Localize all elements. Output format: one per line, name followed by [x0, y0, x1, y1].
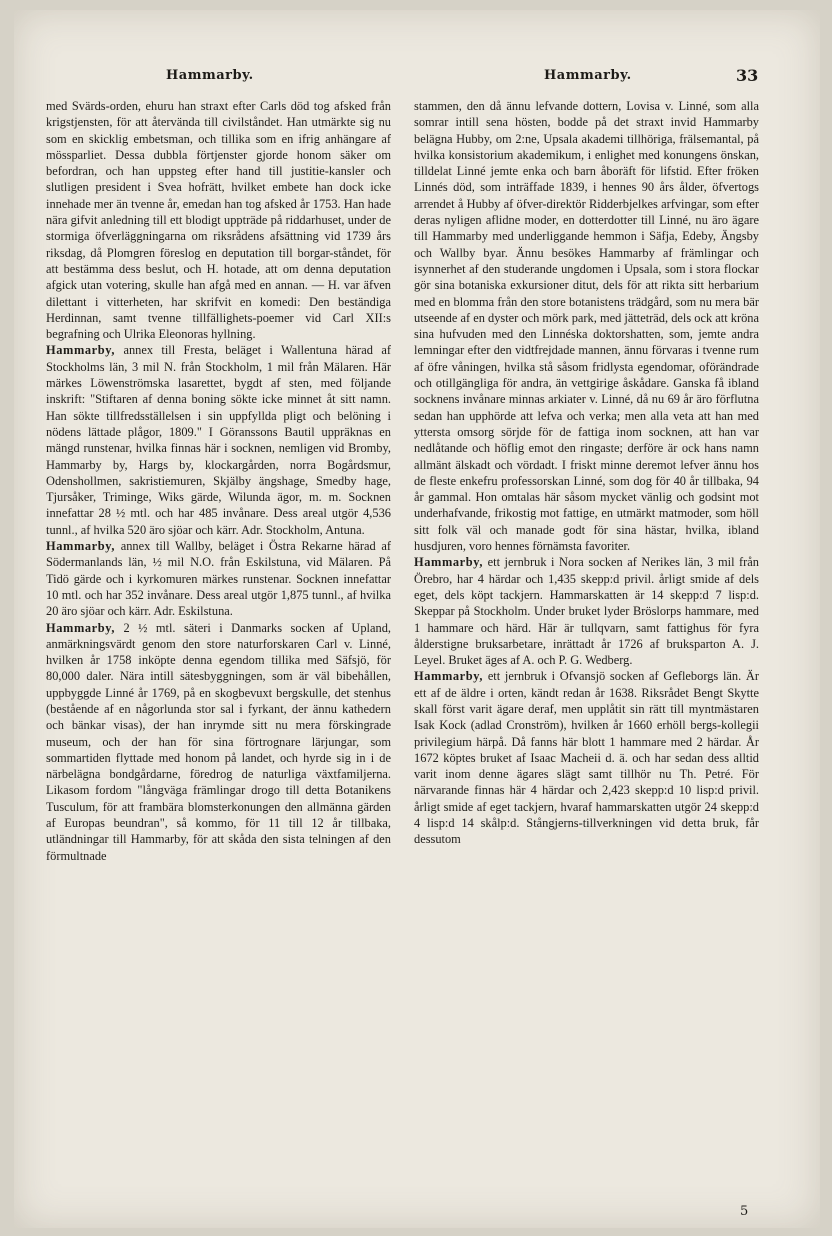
entry-lemma: Hammarby, — [414, 555, 484, 570]
continued-paragraph: stammen, den då ännu lefvande dottern, Lovisa v. Linné, som alla somrar intill sena hösten, bodde på det straxt invid Hammarby belägna Hubby, om 2:ne, Upsala akademi tillhöriga, frälsemantal, på hvilka konsistorium akademikum, i enlighet med konungens önskan, tilldelat Linné jemte enka och barn åboräft för lifstid. Efter fröken Linnés död, som inträffade 1839, i hennes 90 års ålder, öfvertogs arrendet å Hubby af öfver-direktör Ridderbjelkes arfvingar, som efter deras nyligen aflidne moder, en dotterdotter till Linné, nu äro ägare till Hammarby med underliggande hemmon i Säfja, Edeby, Ängsby och Wallby byar. Ännu besökes Hammarby af främlingar och isynnerhet af den studerande ungdomen i Upsala, som i stora flockar gör sina botaniska exkursioner ditut, dels för att rikta sitt herbarium med en blomma från den store botanistens trädgård, som nu mera bär utseende af en dyster och mörk park, med jätteträd, dels ock att kröna sina hufvuden med den Linnéska doktorshatten, som, jemte andra lemningar efter den vidtfrejdade mannen, ännu förvaras i tvenne rum af öfre våningen, hvilka stå såsom fridlysta egendomar, oförändrade och otillgängliga för andra, än vettgirige åskådare. Ganska få ibland socknens invånare minnas arkiater v. Linné, då nu 69 år äro förflutna sedan han upphörde att lefva och verka; men alla veta att han med yttersta omsorg sörjde för de fattiga inom socknen, att han var nedlåtande och höflig emot den ringaste; derföre är ock hans namn allmänt älskadt och vördadt. I friskt minne deremot lefver ännu hos de fleste enkefru professorskan Linné, som dog för 40 år tillbaka, 94 år gammal. Hon omtalas här såsom mycket vänlig och godsint mot underhafvande, frikostig mot fattige, en utmärkt matmoder, som höll sitt folk väl och manade godt för sina hästar, hvilka, ibland husdjuren, voro hennes förnämsta favoriter. — [414, 99, 759, 554]
running-head-right: Hammarby. — [544, 68, 632, 83]
running-head-left: Hammarby. — [166, 68, 254, 83]
entry-text: ett jernbruk i Ofvansjö socken af Gefleborgs län. Är ett af de äldre i orten, kändt redan år 1638. Riksrådet Bengt Skytte skall först varit ägare deraf, men upplåtit sin rätt till myntmästaren Isak Kock (adlad Cronström), hvilken år 1660 erhöll bergs-kollegii privilegium härpå. Då fanns här blott 1 hammare med 2 härdar. År 1672 köptes bruket af Isaac Macheii d. ä. och har sedan dess alltid varit inom denne ägares slägt samt tillhör nu Th. Petré. För närvarande finnas här 4 härdar och 2,423 skepp:d 10 lisp:d privil. årligt smide af eget tackjern, hvaraf hammarskatten utgör 24 skepp:d 4 lisp:d 14 skålp:d. Stångjerns-tillverkningen vid detta bruk, får dessutom — [414, 669, 759, 847]
entry-text: annex till Fresta, beläget i Wallentuna härad af Stockholms län, 3 mil N. från Stockholm, 1 mil från Mälaren. Här märkes Löwenströmska lasarettet, bygdt af sten, med följande inskrift: "Stiftaren af denna boning sökte icke minnet åt sitt namn. Han sökte tillfredsställelsen i sin uppfyllda pligt och belöning i nödens lättade plågor, 1809." I Göranssons Bautil uppräknas en mängd runstenar, hvilka finnas här i socknen, nemligen vid Bromby, Hammarby by, Hargs by, klockargården, norra Bogårdsmur, Odenshollmen, sakristiemuren, Skjälby ängshage, Smedby hage, Tjursåker, Triminge, Wiks gärde, Wilunda ägor, m. m. Socknen innefattar 28 ½ mtl. och har 485 invånare. Dess areal utgör 4,536 tunnl., af hvilka 520 äro sjöar och kärr. Adr. Stockholm, Antuna. — [46, 343, 391, 537]
left-column — [46, 98, 391, 864]
right-column — [414, 98, 759, 848]
entry-hammarby-ofvansjo — [414, 668, 759, 847]
page-header — [14, 68, 820, 94]
entry-hammarby-wallby — [46, 538, 391, 619]
entry-lemma: Hammarby, — [46, 343, 116, 358]
entry-hammarby-nora — [414, 554, 759, 668]
entry-hammarby-fresta — [46, 342, 391, 538]
entry-text: annex till Wallby, beläget i Östra Rekarne härad af Södermanlands län, ½ mil N.O. från Eskilstuna, vid Mälaren. På Tidö gärde och i kyrkomuren märkes runstenar. Socknen innefattar 10 mtl. och har 352 invånare. Dess areal utgör 1,875 tunnl., af hvilka 20 äro sjöar och kärr. Adr. Eskilstuna. — [46, 539, 391, 619]
entry-text: ett jernbruk i Nora socken af Nerikes län, 3 mil från Örebro, har 4 härdar och 1,435 skepp:d privil. årligt smide af dels eget, dels köpt tackjern. Hammarskatten är 14 skepp:d 7 lisp:d. Skeppar på Stockholm. Under bruket lyder Bröslorps hammare, med 1 hammare och härd. Här är tullqvarn, samt fattighus för fyra ålderstigne bruksarbetare, inrättadt år 1726 af bruksparton A. J. Leyel. Bruket äges af A. och P. G. Wedberg. — [414, 555, 760, 668]
entry-text: 2 ½ mtl. säteri i Danmarks socken af Upland, anmärkningsvärdt genom den store naturforskaren Carl v. Linné, hvilken år 1758 inköpte denna egendom tillika med Säfsjö, för 80,000 daler. Nära intill sätesbyggningen, som är väl bibehållen, uppbyggde Linné år 1769, på en skogbevuxt bergskulle, det stenhus (bestående af en någorlunda stor sal i fyrkant, der ännu kathedern och bänkar visas), der han inrymde sitt nu mera förskingrade museum, och der han för sina förtrognare lärjungar, som sommartiden flyttade med honom på landet, och hyrde sig in i de närbelägna bondgårdarne, föredrog de naturliga växtfamiljerna. Likasom fordom "långväga främlingar drogo till detta Botanikens Tusculum, för att frambära blomsterkonungen den allmänna gärden af Europas beundran", så kommo, för 11 till 12 år tillbaka, utländningar till Hammarby, för att skåda den sista telningen af den förmultnade — [46, 620, 391, 863]
page-number: 33 — [736, 66, 759, 85]
entry-lemma: Hammarby, — [46, 539, 116, 554]
entry-lemma: Hammarby, — [46, 620, 116, 635]
continued-paragraph: med Svärds-orden, ehuru han straxt efter Carls död tog afsked från krigstjensten, för att återvända till civilståndet. Han utmärkte sig nu som en skicklig embetsman, och tillika som en ifrig anhängare af mössparliet. Dessa dubbla förtjenster gjorde honom säker om befordran, och han uppsteg efter hand till justitie-kansler och slutligen president i Svea hofrätt, hvilket embete han dock icke innehade mer än tvenne år, emedan han tog afsked år 1753. Han hade nära gifvit anledning till ett blodigt uppträde på riddarhuset, under de stormiga öfverläggningarna om riksrådens afsättning vid 1739 års riksdag, då Plomgren föreslog en deputation till borgar-ståndet, för att bestämma dess beslut, och H. hotade, att om denna deputation afgick utan votering, skulle han afgå med en annan. — H. var äfven dilettant i vitterheten, har skrifvit en komedi: Den beständiga Herdinnan, samt tvenne tillfällighets-poemer vid Carl XII:s begrafning och Ulrika Eleonoras hyllning. — [46, 99, 391, 342]
book-page — [14, 10, 820, 1228]
entry-hammarby-linne — [46, 620, 391, 864]
entry-lemma: Hammarby, — [414, 669, 484, 684]
signature-mark: 5 — [740, 1204, 749, 1219]
